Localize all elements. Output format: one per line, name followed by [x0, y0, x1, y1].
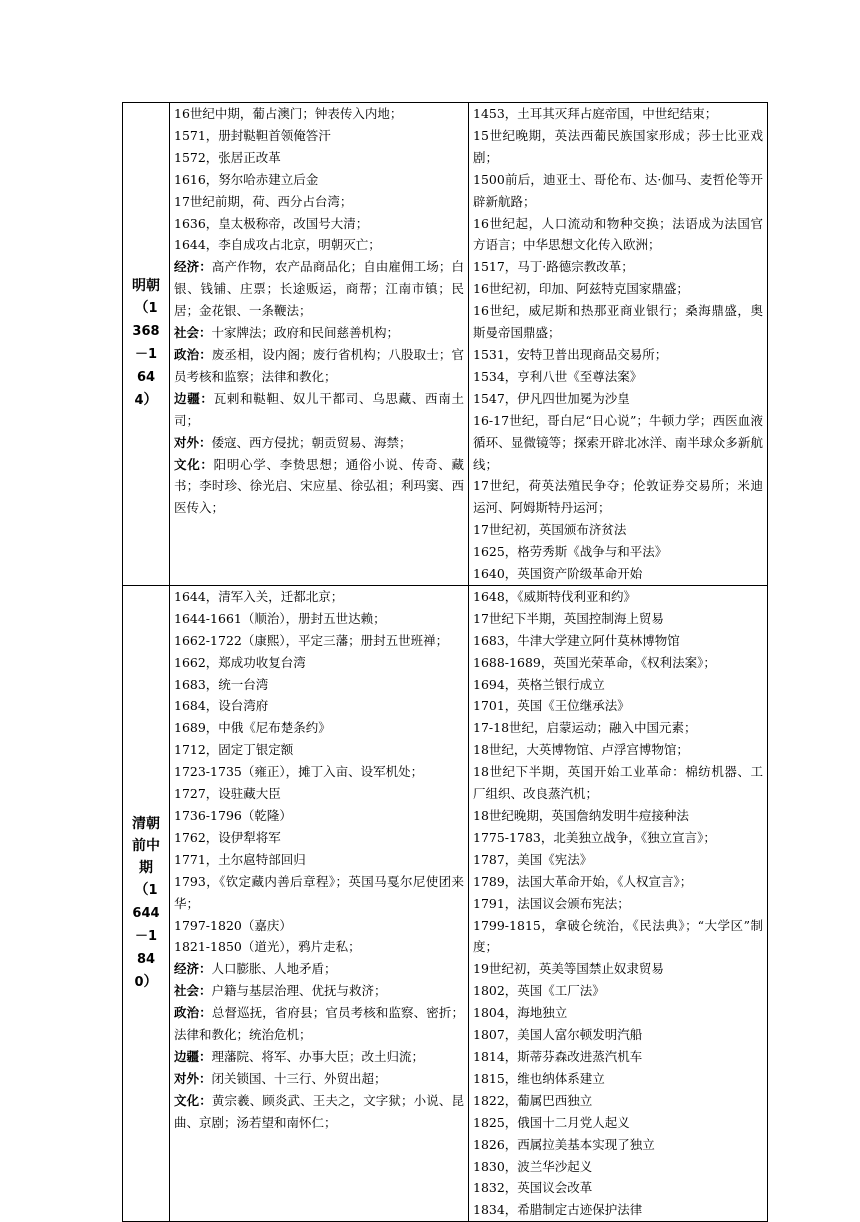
china-event [170, 1068, 468, 1090]
china-event: 1689，中俄《尼布楚条约》 [174, 720, 331, 736]
topic-label: 边疆： [174, 390, 214, 406]
world-event: 1799-1815，拿破仑统治，《民法典》；“大学区”制度； [473, 917, 763, 955]
world-event: 16世纪，威尼斯和热那亚商业银行；桑海鼎盛，奥斯曼帝国鼎盛； [473, 303, 763, 341]
china-event: 1821-1850（道光），鸦片走私； [174, 939, 361, 955]
topic-text: 总督巡抚，省府县；官员考核和监察、密折；法律和教化；统治危机； [174, 1005, 464, 1043]
topic-label: 对外： [174, 434, 212, 450]
topic-label: 政治： [174, 346, 212, 362]
china-event [170, 1090, 468, 1134]
world-event: 16世纪初，印加、阿兹特克国家鼎盛； [473, 281, 689, 297]
topic-text: 瓦剌和鞑靼、奴儿干都司、乌思藏、西南土司； [174, 390, 464, 428]
world-event: 1789，法国大革命开始，《人权宣言》； [473, 873, 693, 889]
topic-text: 高产作物，农产品商品化；自由雇佣工场；白银、钱铺、庄票；长途贩运，商帮；江南市镇；民居；金花银、一条鞭法； [174, 259, 464, 319]
era-paren-close: ） [143, 392, 158, 409]
china-events-cell [170, 103, 469, 586]
world-event: 1547，伊凡四世加冕为沙皇 [473, 390, 630, 406]
world-event: 16-17世纪，哥白尼“日心说”；牛顿力学；西医血液循环、显微镜等；探索开辟北冰洋、南半球众多新航线； [473, 412, 763, 472]
china-event: 1762，设伊犁将军 [174, 829, 281, 845]
world-event: 1814，斯蒂芬森改进蒸汽机车 [473, 1048, 643, 1064]
china-event: 1684，设台湾府 [174, 698, 269, 714]
china-event [170, 958, 468, 980]
world-event: 1453，土耳其灭拜占庭帝国，中世纪结束； [473, 106, 718, 121]
world-event: 17世纪下半期，英国控制海上贸易 [473, 610, 664, 626]
world-event: 18世纪晚期，英国詹纳发明牛痘接种法 [473, 808, 689, 823]
era-years: 1368－1644 [132, 301, 160, 409]
world-events-cell [469, 585, 768, 1221]
china-event [170, 432, 468, 454]
china-event: 1636，皇太极称帝，改国号大清； [174, 215, 369, 231]
world-event: 1683，牛津大学建立阿什莫林博物馆 [473, 632, 680, 648]
era-years: 1644－1840 [132, 883, 160, 991]
world-event: 1534，亨利八世《至尊法案》 [473, 368, 643, 384]
world-event: 1834，希腊制定古迹保护法律 [473, 1202, 643, 1218]
world-event: 1517，马丁·路德宗教改革； [473, 259, 634, 275]
china-event: 1771，土尔扈特部回归 [174, 851, 306, 867]
era-paren-close: ） [143, 974, 158, 991]
timeline-body [123, 103, 768, 1222]
world-event: 19世纪初，英美等国禁止奴隶贸易 [473, 961, 664, 977]
era-name: 清朝前中期 [132, 816, 160, 877]
period-row [123, 585, 768, 1221]
world-event: 1648，《威斯特伐利亚和约》 [473, 588, 637, 604]
world-event: 1694，英格兰银行成立 [473, 676, 605, 692]
era-name: 明朝 [132, 278, 160, 295]
china-event: 1616，努尔哈赤建立后金 [174, 171, 319, 187]
topic-text: 黄宗羲、顾炎武、王夫之，文字狱；小说、昆曲、京剧；汤若望和南怀仁； [174, 1092, 464, 1130]
topic-label: 文化： [174, 456, 214, 472]
topic-text: 十家牌法；政府和民间慈善机构； [211, 325, 400, 341]
china-event: 1572，张居正改革 [174, 149, 281, 165]
world-event: 1832，英国议会改革 [473, 1180, 593, 1196]
world-event: 17世纪初，英国颁布济贫法 [473, 522, 627, 538]
china-events-cell [170, 585, 469, 1221]
world-event: 1804，海地独立 [473, 1005, 568, 1021]
era-label [131, 813, 161, 994]
topic-text: 人口膨胀、人地矛盾； [211, 961, 337, 977]
topic-label: 社会： [174, 325, 212, 341]
world-event: 1826，西属拉美基本实现了独立 [473, 1136, 655, 1152]
topic-text: 户籍与基层治理、优抚与救济； [211, 983, 387, 999]
world-event: 16世纪起，人口流动和物种交换；法语成为法国官方语言；中华思想文化传入欧洲； [473, 215, 763, 253]
world-event: 1500前后，迪亚士、哥伦布、达·伽马、麦哲伦等开辟新航路； [473, 171, 763, 209]
china-event: 1712，固定丁银定额 [174, 742, 294, 758]
era-cell [123, 103, 170, 586]
era-paren-open: （ [134, 300, 149, 317]
topic-label: 经济： [174, 961, 212, 977]
china-event: 17世纪前期，荷、西分占台湾； [174, 193, 353, 209]
world-event: 1701，英国《王位继承法》 [473, 698, 630, 714]
topic-text: 阳明心学、李贽思想；通俗小说、传奇、藏书；李时珍、徐光启、宋应星、徐弘祖；利玛窦、西医传入； [174, 456, 464, 516]
topic-label: 社会： [174, 983, 212, 999]
world-event: 1802，英国《工厂法》 [473, 983, 605, 999]
china-event [170, 980, 468, 1002]
world-event: 17世纪，荷英法殖民争夺；伦敦证券交易所；米迪运河、阿姆斯特丹运河； [473, 478, 763, 516]
era-label [131, 275, 161, 412]
world-event: 1807，美国人富尔顿发明汽船 [473, 1027, 643, 1043]
world-event: 1822，葡属巴西独立 [473, 1092, 593, 1108]
china-event: 1644-1661（顺治），册封五世达赖； [174, 610, 386, 626]
world-event: 1787，美国《宪法》 [473, 851, 593, 867]
topic-text: 理藩院、将军、办事大臣；改土归流； [211, 1048, 425, 1064]
china-event [170, 388, 468, 432]
topic-label: 边疆： [174, 1048, 212, 1064]
china-event: 1723-1735（雍正），摊丁入亩、设军机处； [174, 764, 424, 780]
topic-label: 政治： [174, 1005, 212, 1021]
period-row [123, 103, 768, 586]
china-event [170, 344, 468, 388]
era-cell [123, 585, 170, 1221]
world-event: 17-18世纪，启蒙运动；融入中国元素； [473, 720, 697, 736]
topic-label: 对外： [174, 1070, 212, 1086]
world-event: 1815，维也纳体系建立 [473, 1070, 605, 1086]
china-event [170, 256, 468, 322]
china-event: 16世纪中期，葡占澳门；钟表传入内地； [174, 106, 403, 121]
world-event: 1688-1689，英国光荣革命，《权利法案》； [473, 654, 716, 670]
world-event: 1775-1783，北美独立战争，《独立宣言》； [473, 829, 716, 845]
history-timeline-table [122, 102, 768, 1222]
china-event: 1727，设驻藏大臣 [174, 786, 281, 802]
china-event [170, 322, 468, 344]
china-event: 1644，清军入关，迁都北京； [174, 588, 344, 604]
world-event: 1791，法国议会颁布宪法； [473, 895, 630, 911]
topic-label: 经济： [174, 259, 212, 275]
world-event: 1830，波兰华沙起义 [473, 1158, 593, 1174]
china-event [170, 1002, 468, 1046]
world-event: 15世纪晚期，英法西葡民族国家形成；莎士比亚戏剧； [473, 127, 763, 165]
era-paren-open: （ [134, 882, 149, 899]
world-event: 1640，英国资产阶级革命开始 [473, 566, 643, 582]
china-event: 1571，册封鞑靼首领俺答汗 [174, 127, 331, 143]
topic-text: 闭关锁国、十三行、外贸出超； [211, 1070, 387, 1086]
topic-label: 文化： [174, 1092, 212, 1108]
china-event: 1797-1820（嘉庆） [174, 917, 292, 933]
world-event: 18世纪下半期，英国开始工业革命：棉纺机器、工厂组织、改良蒸汽机； [473, 764, 763, 802]
world-event: 1531，安特卫普出现商品交易所； [473, 346, 668, 362]
topic-text: 倭寇、西方侵扰；朝贡贸易、海禁； [211, 434, 412, 450]
china-event: 1683，统一台湾 [174, 676, 269, 692]
world-event: 1625，格劳秀斯《战争与和平法》 [473, 544, 668, 560]
world-event: 1825，俄国十二月党人起义 [473, 1114, 630, 1130]
world-event: 18世纪，大英博物馆、卢浮宫博物馆； [473, 742, 689, 758]
china-event: 1662-1722（康熙），平定三藩；册封五世班禅； [174, 632, 449, 648]
china-event: 1644，李自成攻占北京，明朝灭亡； [174, 237, 381, 253]
china-event: 1736-1796（乾隆） [174, 808, 292, 823]
china-event [170, 454, 468, 520]
china-event [170, 1046, 468, 1068]
china-event: 1662，郑成功收复台湾 [174, 654, 306, 670]
china-event: 1793，《钦定藏内善后章程》；英国马戛尔尼使团来华； [174, 873, 464, 911]
topic-text: 废丞相，设内阁；废行省机构；八股取士；官员考核和监察；法律和教化； [174, 346, 464, 384]
world-events-cell [469, 103, 768, 586]
